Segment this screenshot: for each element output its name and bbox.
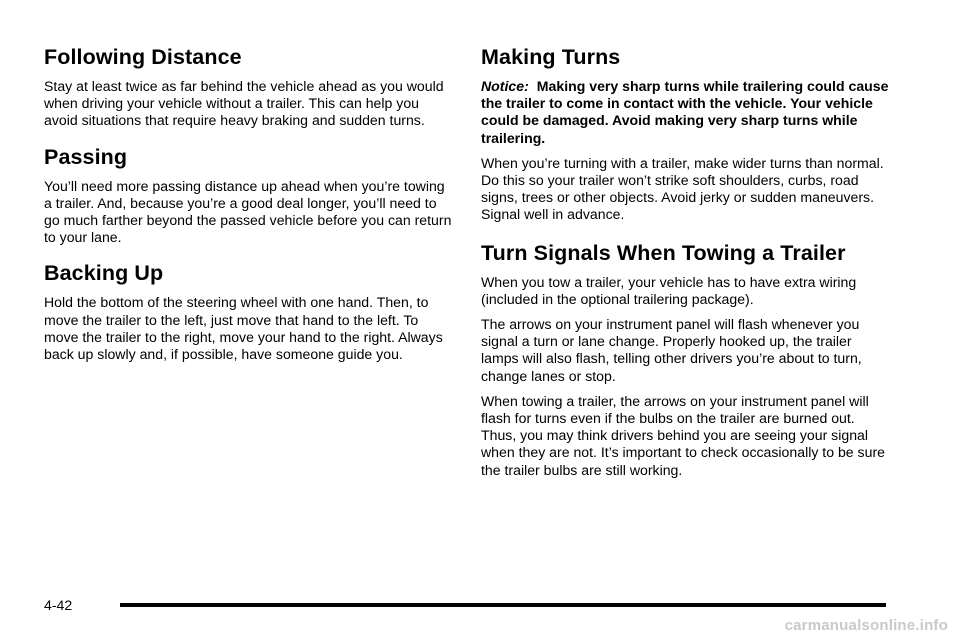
backing-up-paragraph: Hold the bottom of the steering wheel with one hand. Then, to move the trailer to the left, just move that hand to the left. To move the trailer to the right, move your hand to the right. Always back up slowly and, if possible, have someone guide you. [44,294,443,363]
section-heading-turn-signals: Turn Signals When Towing a Trailer [481,240,846,265]
following-distance-paragraph: Stay at least twice as far behind the vehicle ahead as you would when driving your vehicle without a trailer. This can help you avoid situations that require heavy braking and sudden turns. [44,78,444,129]
page-number: 4-42 [44,597,73,613]
left-column [44,44,456,371]
turn-signals-paragraph-2: The arrows on your instrument panel will flash whenever you signal a turn or lane change. Properly hooked up, the trailer lamps will also flash, telling other drivers you’re about to turn, change lanes or stop. [481,316,862,384]
section-heading-following-distance: Following Distance [44,45,242,69]
section-heading-making-turns: Making Turns [481,45,621,69]
footer-rule [120,603,886,607]
notice-text: Making very sharp turns while trailering could cause the trailer to come in contact with the vehicle. Your vehicle could be damaged. Avoid making very sharp turns while trailering. [481,78,889,146]
right-column [481,44,891,487]
turn-signals-paragraph-3: When towing a trailer, the arrows on your instrument panel will flash for turns even if the bulbs on the trailer are burned out. Thus, you may think drivers behind you are seeing your signal when they are not. It’s important to check occasionally to be sure the trailer bulbs are still working. [481,392,885,478]
notice-label: Notice: [481,78,529,94]
passing-paragraph: You’ll need more passing distance up ahead when you’re towing a trailer. And, because you’re a good deal longer, you’ll need to go much farther beyond the passed vehicle before you can return to your lane. [44,177,452,246]
section-heading-backing-up: Backing Up [44,261,164,286]
turn-signals-paragraph-1: When you tow a trailer, your vehicle has to have extra wiring (included in the optional trailering package). [481,273,857,307]
notice-paragraph [481,78,891,147]
making-turns-paragraph: When you’re turning with a trailer, make wider turns than normal. Do this so your trailer won’t strike soft shoulders, curbs, road signs, trees or other objects. Avoid jerky or sudden maneuvers. Signal well in advance. [481,154,884,223]
watermark: carmanualsonline.info [784,617,948,634]
section-heading-passing: Passing [44,144,128,169]
